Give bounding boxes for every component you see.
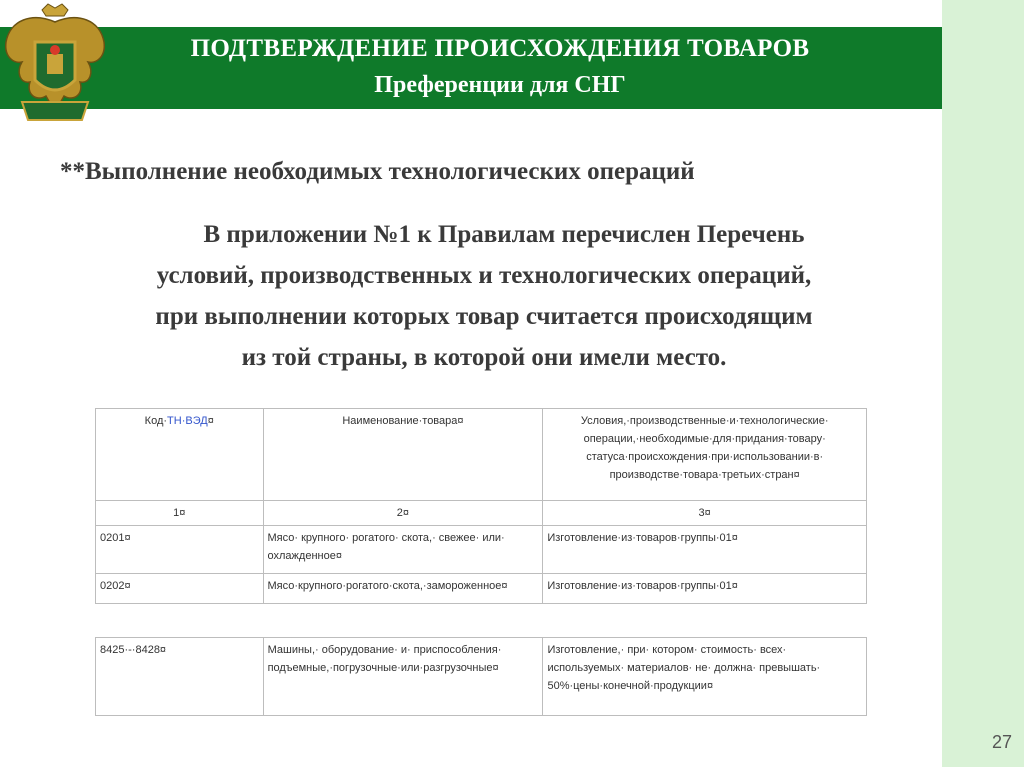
intro-paragraph [24, 214, 944, 378]
table-row [96, 638, 867, 716]
page-number: 27 [992, 732, 1013, 752]
slide-subtitle: Преференции для СНГ [374, 72, 626, 98]
header-conditions: Условия,·производственные·и·технологические· операции,·необходимые·для·придания·товару· статуса·происхождения·при·использовании·в· производстве·товара·третьих·стран¤ [543, 409, 867, 501]
table-header-row [96, 409, 867, 501]
column-number: 1¤ [96, 501, 264, 526]
header-code: Код·ТН·ВЭД¤ [96, 409, 264, 501]
row-condition: Изготовление·из·товаров·группы·01¤ [543, 574, 867, 604]
row-code: 0202¤ [96, 574, 264, 604]
right-side-strip [942, 0, 1024, 767]
column-number-row [96, 501, 867, 526]
paragraph-line: при выполнении которых товар считается происходящим [155, 303, 813, 330]
section-heading: **Выполнение необходимых технологических операций [60, 158, 695, 185]
row-condition: Изготовление·из·товаров·группы·01¤ [543, 526, 867, 574]
row-condition: Изготовление,· при· котором· стоимость· всех· используемых· материалов· не· должна· превышать· 50%·цены·конечной·продукции¤ [543, 638, 867, 716]
origin-rules-table [95, 408, 867, 604]
table-row [96, 574, 867, 604]
slide-title: ПОДТВЕРЖДЕНИЕ ПРОИСХОЖДЕНИЯ ТОВАРОВ [190, 35, 810, 62]
row-code: 0201¤ [96, 526, 264, 574]
paragraph-line: условий, производственных и технологических операций, [156, 262, 812, 289]
column-number: 3¤ [543, 501, 867, 526]
row-name: Мясо·крупного·рогатого·скота,·замороженное¤ [263, 574, 543, 604]
column-number: 2¤ [263, 501, 543, 526]
origin-rules-table-continued [95, 637, 867, 716]
header-name: Наименование·товара¤ [263, 409, 543, 501]
table-row [96, 526, 867, 574]
paragraph-line: из той страны, в которой они имели место. [241, 344, 727, 371]
customs-emblem-icon [2, 2, 108, 130]
row-code: 8425·-·8428¤ [96, 638, 264, 716]
row-name: Машины,· оборудование· и· приспособления· подъемные,·погрузочные·или·разгрузочные¤ [263, 638, 543, 716]
row-name: Мясо· крупного· рогатого· скота,· свежее· или· охлажденное¤ [263, 526, 543, 574]
paragraph-line: В приложении №1 к Правилам перечислен Перечень [203, 221, 805, 248]
